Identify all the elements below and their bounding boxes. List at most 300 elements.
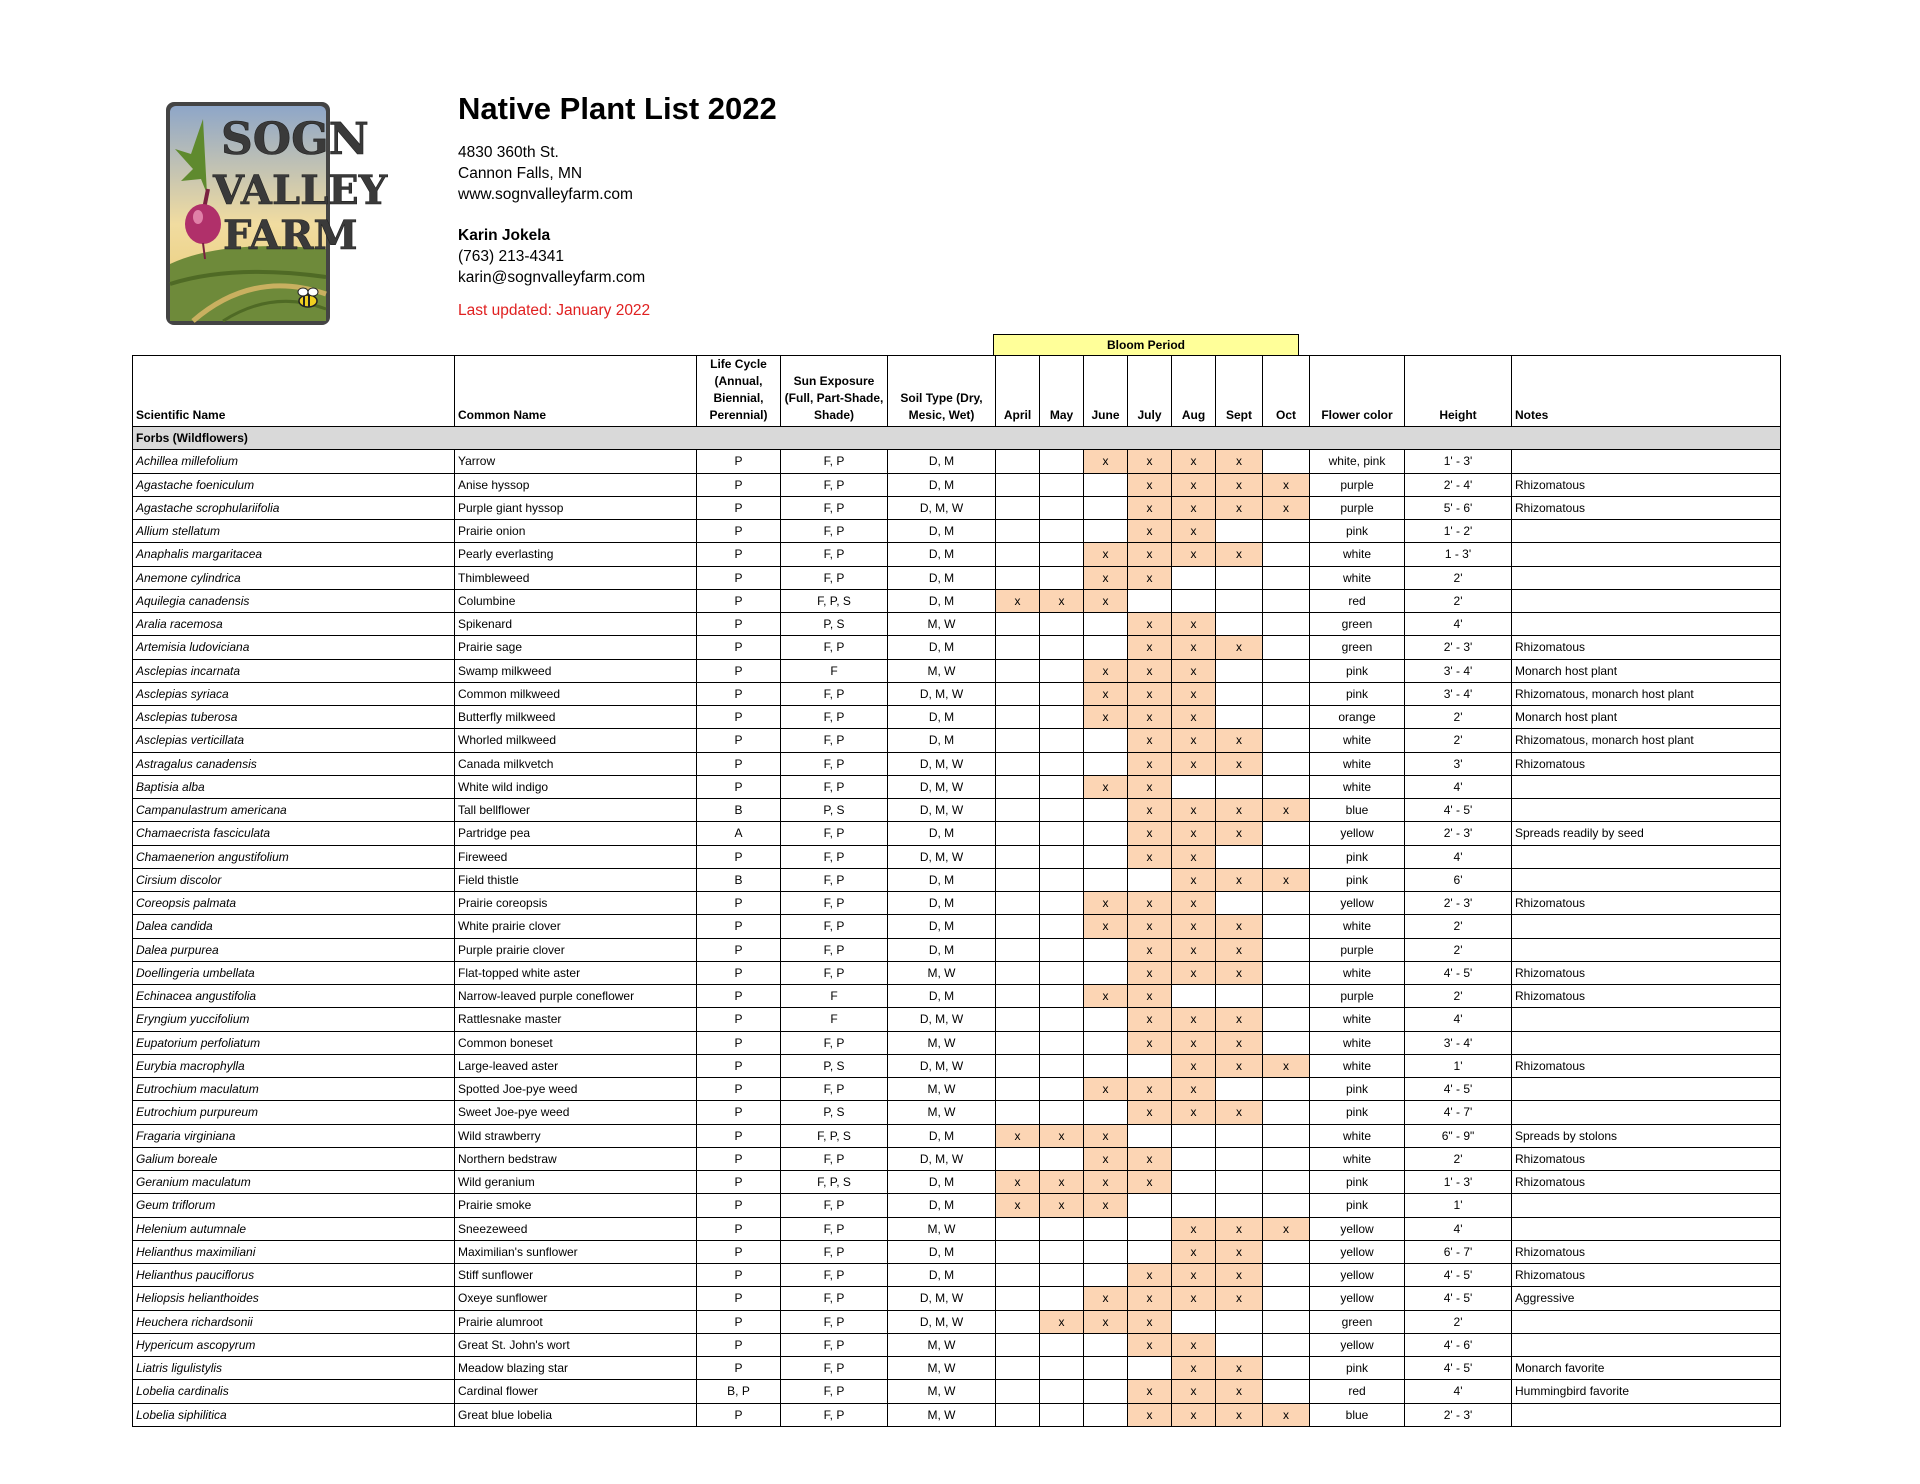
bloom-cell-july: x	[1128, 1333, 1172, 1356]
bloom-cell-aug: x	[1172, 845, 1216, 868]
common-name-cell: White wild indigo	[455, 775, 697, 798]
bloom-cell-june: x	[1084, 775, 1128, 798]
bloom-cell-april: x	[996, 589, 1040, 612]
bloom-cell-april	[996, 799, 1040, 822]
bloom-cell-oct	[1263, 1031, 1310, 1054]
bloom-cell-oct	[1263, 1101, 1310, 1124]
height-cell: 4' - 5'	[1405, 1357, 1512, 1380]
bloom-cell-oct	[1263, 1147, 1310, 1170]
flower-color-cell: yellow	[1310, 1264, 1405, 1287]
height-cell: 4'	[1405, 775, 1512, 798]
soil-type-cell: D, M, W	[888, 799, 996, 822]
bloom-cell-june: x	[1084, 1171, 1128, 1194]
table-row	[133, 1124, 1781, 1147]
soil-type-cell: D, M	[888, 1124, 996, 1147]
bloom-cell-may: x	[1040, 589, 1084, 612]
bloom-cell-oct	[1263, 659, 1310, 682]
scientific-name-cell: Helianthus maximiliani	[133, 1240, 455, 1263]
life-cycle-cell: P	[697, 729, 781, 752]
bloom-cell-aug: x	[1172, 1240, 1216, 1263]
table-row	[133, 682, 1781, 705]
bloom-cell-sept	[1216, 589, 1263, 612]
notes-cell: Rhizomatous, monarch host plant	[1512, 729, 1781, 752]
bloom-cell-april	[996, 752, 1040, 775]
height-cell: 4' - 5'	[1405, 1287, 1512, 1310]
bloom-cell-may	[1040, 845, 1084, 868]
notes-cell	[1512, 543, 1781, 566]
bloom-cell-april	[996, 1264, 1040, 1287]
notes-cell	[1512, 1031, 1781, 1054]
common-name-cell: Yarrow	[455, 450, 697, 473]
bloom-cell-aug: x	[1172, 938, 1216, 961]
life-cycle-cell: P	[697, 1031, 781, 1054]
bloom-cell-may	[1040, 1008, 1084, 1031]
height-cell: 3' - 4'	[1405, 1031, 1512, 1054]
bloom-cell-april	[996, 450, 1040, 473]
flower-color-cell: pink	[1310, 682, 1405, 705]
soil-type-cell: D, M	[888, 1194, 996, 1217]
logo-text-line2: VALLEY	[213, 167, 388, 214]
contact-phone: (763) 213-4341	[458, 248, 564, 265]
bloom-cell-oct	[1263, 822, 1310, 845]
bloom-cell-april	[996, 1380, 1040, 1403]
col-header-aug: Aug	[1172, 356, 1216, 427]
bloom-cell-july	[1128, 1217, 1172, 1240]
scientific-name-cell: Galium boreale	[133, 1147, 455, 1170]
bloom-cell-sept: x	[1216, 1264, 1263, 1287]
bloom-cell-oct: x	[1263, 473, 1310, 496]
bloom-cell-oct	[1263, 915, 1310, 938]
bloom-cell-july: x	[1128, 822, 1172, 845]
bloom-cell-may	[1040, 915, 1084, 938]
common-name-cell: Common milkweed	[455, 682, 697, 705]
soil-type-cell: D, M, W	[888, 1147, 996, 1170]
common-name-cell: Rattlesnake master	[455, 1008, 697, 1031]
sun-exposure-cell: F, P	[781, 496, 888, 519]
life-cycle-cell: B	[697, 799, 781, 822]
sun-exposure-cell: F, P	[781, 1357, 888, 1380]
life-cycle-cell: P	[697, 1403, 781, 1426]
table-row	[133, 845, 1781, 868]
notes-cell	[1512, 1333, 1781, 1356]
flower-color-cell: pink	[1310, 1101, 1405, 1124]
scientific-name-cell: Eupatorium perfoliatum	[133, 1031, 455, 1054]
bloom-cell-may	[1040, 775, 1084, 798]
bloom-cell-aug: x	[1172, 1264, 1216, 1287]
life-cycle-cell: P	[697, 706, 781, 729]
height-cell: 4'	[1405, 613, 1512, 636]
bloom-cell-oct	[1263, 938, 1310, 961]
bloom-cell-oct	[1263, 1008, 1310, 1031]
height-cell: 4'	[1405, 845, 1512, 868]
height-cell: 2'	[1405, 938, 1512, 961]
bloom-cell-april	[996, 1078, 1040, 1101]
bloom-cell-may	[1040, 1147, 1084, 1170]
table-row	[133, 799, 1781, 822]
bloom-cell-july: x	[1128, 496, 1172, 519]
bloom-cell-sept	[1216, 1194, 1263, 1217]
bloom-cell-oct	[1263, 1380, 1310, 1403]
bloom-cell-june: x	[1084, 985, 1128, 1008]
bloom-cell-aug: x	[1172, 1403, 1216, 1426]
common-name-cell: Prairie smoke	[455, 1194, 697, 1217]
bloom-cell-july: x	[1128, 1380, 1172, 1403]
bloom-cell-may: x	[1040, 1194, 1084, 1217]
table-row	[133, 543, 1781, 566]
scientific-name-cell: Lobelia siphilitica	[133, 1403, 455, 1426]
scientific-name-cell: Heuchera richardsonii	[133, 1310, 455, 1333]
common-name-cell: Wild geranium	[455, 1171, 697, 1194]
notes-cell: Monarch favorite	[1512, 1357, 1781, 1380]
bloom-cell-june: x	[1084, 892, 1128, 915]
flower-color-cell: white	[1310, 775, 1405, 798]
life-cycle-cell: P	[697, 543, 781, 566]
bloom-cell-april	[996, 636, 1040, 659]
table-row	[133, 589, 1781, 612]
bloom-cell-oct	[1263, 1240, 1310, 1263]
notes-cell: Rhizomatous	[1512, 496, 1781, 519]
life-cycle-cell: P	[697, 450, 781, 473]
common-name-cell: Prairie coreopsis	[455, 892, 697, 915]
height-cell: 4' - 7'	[1405, 1101, 1512, 1124]
height-cell: 3' - 4'	[1405, 659, 1512, 682]
soil-type-cell: D, M	[888, 589, 996, 612]
notes-cell: Monarch host plant	[1512, 659, 1781, 682]
bloom-cell-july: x	[1128, 1287, 1172, 1310]
table-row	[133, 659, 1781, 682]
scientific-name-cell: Dalea candida	[133, 915, 455, 938]
bloom-cell-sept	[1216, 520, 1263, 543]
bloom-cell-sept: x	[1216, 1054, 1263, 1077]
bloom-cell-july: x	[1128, 752, 1172, 775]
sun-exposure-cell: F, P, S	[781, 1171, 888, 1194]
sun-exposure-cell: F, P	[781, 473, 888, 496]
bloom-cell-aug: x	[1172, 892, 1216, 915]
bloom-cell-oct: x	[1263, 496, 1310, 519]
notes-cell	[1512, 868, 1781, 891]
bloom-cell-july: x	[1128, 659, 1172, 682]
height-cell: 2' - 3'	[1405, 1403, 1512, 1426]
flower-color-cell: white	[1310, 1031, 1405, 1054]
common-name-cell: Thimbleweed	[455, 566, 697, 589]
scientific-name-cell: Echinacea angustifolia	[133, 985, 455, 1008]
bloom-cell-oct	[1263, 450, 1310, 473]
life-cycle-cell: P	[697, 775, 781, 798]
notes-cell	[1512, 520, 1781, 543]
notes-cell: Rhizomatous	[1512, 473, 1781, 496]
flower-color-cell: white	[1310, 1124, 1405, 1147]
bloom-cell-april: x	[996, 1194, 1040, 1217]
bloom-cell-sept: x	[1216, 473, 1263, 496]
height-cell: 2'	[1405, 589, 1512, 612]
soil-type-cell: D, M	[888, 1240, 996, 1263]
common-name-cell: Northern bedstraw	[455, 1147, 697, 1170]
scientific-name-cell: Achillea millefolium	[133, 450, 455, 473]
bloom-cell-sept: x	[1216, 799, 1263, 822]
height-cell: 1 - 3'	[1405, 543, 1512, 566]
bloom-cell-aug: x	[1172, 752, 1216, 775]
soil-type-cell: D, M	[888, 892, 996, 915]
bloom-cell-july: x	[1128, 892, 1172, 915]
sun-exposure-cell: F, P	[781, 938, 888, 961]
bloom-cell-may	[1040, 1240, 1084, 1263]
soil-type-cell: D, M	[888, 1171, 996, 1194]
bloom-cell-aug: x	[1172, 496, 1216, 519]
bloom-cell-may	[1040, 799, 1084, 822]
bloom-cell-may	[1040, 659, 1084, 682]
bloom-cell-july: x	[1128, 1101, 1172, 1124]
flower-color-cell: white	[1310, 1008, 1405, 1031]
bloom-cell-june	[1084, 961, 1128, 984]
bloom-cell-sept	[1216, 566, 1263, 589]
flower-color-cell: green	[1310, 636, 1405, 659]
bloom-cell-july	[1128, 1240, 1172, 1263]
common-name-cell: Great St. John's wort	[455, 1333, 697, 1356]
col-header-sept: Sept	[1216, 356, 1263, 427]
height-cell: 2'	[1405, 1310, 1512, 1333]
col-header-scientific: Scientific Name	[133, 356, 455, 427]
soil-type-cell: D, M, W	[888, 1310, 996, 1333]
table-row	[133, 1310, 1781, 1333]
table-row	[133, 985, 1781, 1008]
bloom-cell-sept	[1216, 1147, 1263, 1170]
bloom-cell-july: x	[1128, 1310, 1172, 1333]
bloom-cell-sept: x	[1216, 1403, 1263, 1426]
bloom-cell-aug: x	[1172, 1380, 1216, 1403]
bloom-cell-june: x	[1084, 543, 1128, 566]
soil-type-cell: D, M	[888, 473, 996, 496]
bloom-cell-june: x	[1084, 1147, 1128, 1170]
bloom-cell-june: x	[1084, 706, 1128, 729]
bloom-cell-sept	[1216, 1124, 1263, 1147]
bloom-cell-april	[996, 892, 1040, 915]
notes-cell: Rhizomatous	[1512, 752, 1781, 775]
flower-color-cell: pink	[1310, 659, 1405, 682]
sun-exposure-cell: F, P, S	[781, 1124, 888, 1147]
flower-color-cell: pink	[1310, 1357, 1405, 1380]
table-row	[133, 1101, 1781, 1124]
table-row	[133, 1054, 1781, 1077]
bloom-cell-oct: x	[1263, 1217, 1310, 1240]
bloom-cell-may	[1040, 566, 1084, 589]
col-header-june: June	[1084, 356, 1128, 427]
bloom-cell-june: x	[1084, 682, 1128, 705]
flower-color-cell: yellow	[1310, 1240, 1405, 1263]
address-line-1: 4830 360th St.	[458, 144, 559, 161]
notes-cell: Hummingbird favorite	[1512, 1380, 1781, 1403]
common-name-cell: Purple prairie clover	[455, 938, 697, 961]
table-row	[133, 613, 1781, 636]
bloom-cell-april: x	[996, 1171, 1040, 1194]
contact-name: Karin Jokela	[458, 227, 551, 244]
soil-type-cell: D, M	[888, 543, 996, 566]
life-cycle-cell: P	[697, 1194, 781, 1217]
bloom-cell-july	[1128, 1357, 1172, 1380]
table-header-row	[133, 356, 1781, 427]
bloom-cell-june	[1084, 473, 1128, 496]
soil-type-cell: M, W	[888, 659, 996, 682]
height-cell: 4'	[1405, 1380, 1512, 1403]
common-name-cell: Oxeye sunflower	[455, 1287, 697, 1310]
sun-exposure-cell: F, P	[781, 845, 888, 868]
bloom-cell-aug: x	[1172, 961, 1216, 984]
flower-color-cell: red	[1310, 589, 1405, 612]
sun-exposure-cell: F, P	[781, 961, 888, 984]
bloom-cell-may	[1040, 1357, 1084, 1380]
website: www.sognvalleyfarm.com	[458, 186, 633, 203]
bloom-cell-oct	[1263, 1194, 1310, 1217]
notes-cell: Rhizomatous	[1512, 985, 1781, 1008]
table-row	[133, 1333, 1781, 1356]
common-name-cell: Prairie alumroot	[455, 1310, 697, 1333]
bloom-cell-oct	[1263, 1264, 1310, 1287]
bloom-cell-july: x	[1128, 473, 1172, 496]
bloom-cell-june	[1084, 1264, 1128, 1287]
bloom-cell-aug: x	[1172, 1031, 1216, 1054]
bloom-cell-june	[1084, 1357, 1128, 1380]
life-cycle-cell: P	[697, 636, 781, 659]
soil-type-cell: D, M	[888, 822, 996, 845]
bloom-cell-july: x	[1128, 566, 1172, 589]
life-cycle-cell: P	[697, 520, 781, 543]
bloom-cell-may	[1040, 1217, 1084, 1240]
scientific-name-cell: Agastache scrophulariifolia	[133, 496, 455, 519]
soil-type-cell: D, M	[888, 706, 996, 729]
bloom-cell-july	[1128, 868, 1172, 891]
bloom-cell-july: x	[1128, 1147, 1172, 1170]
sun-exposure-cell: F, P	[781, 520, 888, 543]
bloom-cell-june	[1084, 1054, 1128, 1077]
sun-exposure-cell: F, P	[781, 1380, 888, 1403]
life-cycle-cell: P	[697, 1147, 781, 1170]
bloom-cell-sept: x	[1216, 938, 1263, 961]
life-cycle-cell: P	[697, 1264, 781, 1287]
height-cell: 3' - 4'	[1405, 682, 1512, 705]
bloom-cell-june: x	[1084, 1124, 1128, 1147]
life-cycle-cell: P	[697, 938, 781, 961]
height-cell: 2'	[1405, 915, 1512, 938]
bloom-cell-may	[1040, 706, 1084, 729]
bloom-cell-april	[996, 473, 1040, 496]
height-cell: 4' - 5'	[1405, 961, 1512, 984]
bloom-cell-june	[1084, 752, 1128, 775]
life-cycle-cell: P	[697, 961, 781, 984]
col-header-common: Common Name	[455, 356, 697, 427]
bloom-cell-april	[996, 868, 1040, 891]
bloom-cell-aug: x	[1172, 1217, 1216, 1240]
soil-type-cell: D, M	[888, 915, 996, 938]
notes-cell	[1512, 845, 1781, 868]
bloom-cell-oct	[1263, 1310, 1310, 1333]
life-cycle-cell: P	[697, 752, 781, 775]
table-row	[133, 1403, 1781, 1426]
sun-exposure-cell: F, P	[781, 892, 888, 915]
flower-color-cell: pink	[1310, 1194, 1405, 1217]
flower-color-cell: purple	[1310, 473, 1405, 496]
bloom-cell-june	[1084, 729, 1128, 752]
height-cell: 6'	[1405, 868, 1512, 891]
height-cell: 1'	[1405, 1194, 1512, 1217]
bloom-cell-may	[1040, 1101, 1084, 1124]
bloom-cell-june: x	[1084, 1194, 1128, 1217]
bloom-cell-oct	[1263, 1124, 1310, 1147]
life-cycle-cell: P	[697, 845, 781, 868]
life-cycle-cell: P	[697, 1054, 781, 1077]
col-header-oct: Oct	[1263, 356, 1310, 427]
soil-type-cell: D, M, W	[888, 845, 996, 868]
common-name-cell: Purple giant hyssop	[455, 496, 697, 519]
height-cell: 2' - 3'	[1405, 636, 1512, 659]
scientific-name-cell: Eutrochium purpureum	[133, 1101, 455, 1124]
common-name-cell: Wild strawberry	[455, 1124, 697, 1147]
bloom-cell-may	[1040, 520, 1084, 543]
bloom-cell-june	[1084, 1333, 1128, 1356]
bloom-cell-aug: x	[1172, 1101, 1216, 1124]
common-name-cell: Sweet Joe-pye weed	[455, 1101, 697, 1124]
notes-cell	[1512, 799, 1781, 822]
scientific-name-cell: Liatris ligulistylis	[133, 1357, 455, 1380]
bloom-cell-aug: x	[1172, 543, 1216, 566]
table-row	[133, 729, 1781, 752]
bloom-cell-july: x	[1128, 799, 1172, 822]
height-cell: 2' - 3'	[1405, 892, 1512, 915]
bloom-cell-april	[996, 985, 1040, 1008]
bloom-cell-april	[996, 729, 1040, 752]
notes-cell	[1512, 775, 1781, 798]
flower-color-cell: white	[1310, 961, 1405, 984]
height-cell: 2'	[1405, 985, 1512, 1008]
col-header-july: July	[1128, 356, 1172, 427]
sun-exposure-cell: F, P, S	[781, 589, 888, 612]
height-cell: 4' - 6'	[1405, 1333, 1512, 1356]
height-cell: 2'	[1405, 729, 1512, 752]
bloom-cell-may	[1040, 822, 1084, 845]
life-cycle-cell: P	[697, 1217, 781, 1240]
page-title: Native Plant List 2022	[458, 91, 777, 126]
height-cell: 6' - 7'	[1405, 1240, 1512, 1263]
scientific-name-cell: Cirsium discolor	[133, 868, 455, 891]
bloom-cell-july: x	[1128, 450, 1172, 473]
life-cycle-cell: P	[697, 1357, 781, 1380]
bloom-cell-aug	[1172, 1147, 1216, 1170]
bloom-cell-july: x	[1128, 1008, 1172, 1031]
bloom-cell-aug: x	[1172, 706, 1216, 729]
notes-cell	[1512, 1217, 1781, 1240]
flower-color-cell: yellow	[1310, 1217, 1405, 1240]
bloom-cell-april	[996, 659, 1040, 682]
section-label: Forbs (Wildflowers)	[133, 427, 1781, 450]
contact-email: karin@sognvalleyfarm.com	[458, 269, 646, 286]
bloom-cell-june	[1084, 822, 1128, 845]
bloom-cell-may	[1040, 868, 1084, 891]
bloom-cell-oct: x	[1263, 868, 1310, 891]
bloom-cell-sept: x	[1216, 543, 1263, 566]
flower-color-cell: purple	[1310, 985, 1405, 1008]
bloom-cell-aug	[1172, 1124, 1216, 1147]
table-row	[133, 1264, 1781, 1287]
bloom-cell-june	[1084, 868, 1128, 891]
bloom-cell-aug	[1172, 1194, 1216, 1217]
height-cell: 4'	[1405, 1217, 1512, 1240]
bloom-cell-sept	[1216, 706, 1263, 729]
common-name-cell: Field thistle	[455, 868, 697, 891]
soil-type-cell: M, W	[888, 1403, 996, 1426]
sun-exposure-cell: F, P	[781, 729, 888, 752]
soil-type-cell: M, W	[888, 1380, 996, 1403]
common-name-cell: White prairie clover	[455, 915, 697, 938]
life-cycle-cell: P	[697, 1078, 781, 1101]
bloom-cell-july: x	[1128, 915, 1172, 938]
